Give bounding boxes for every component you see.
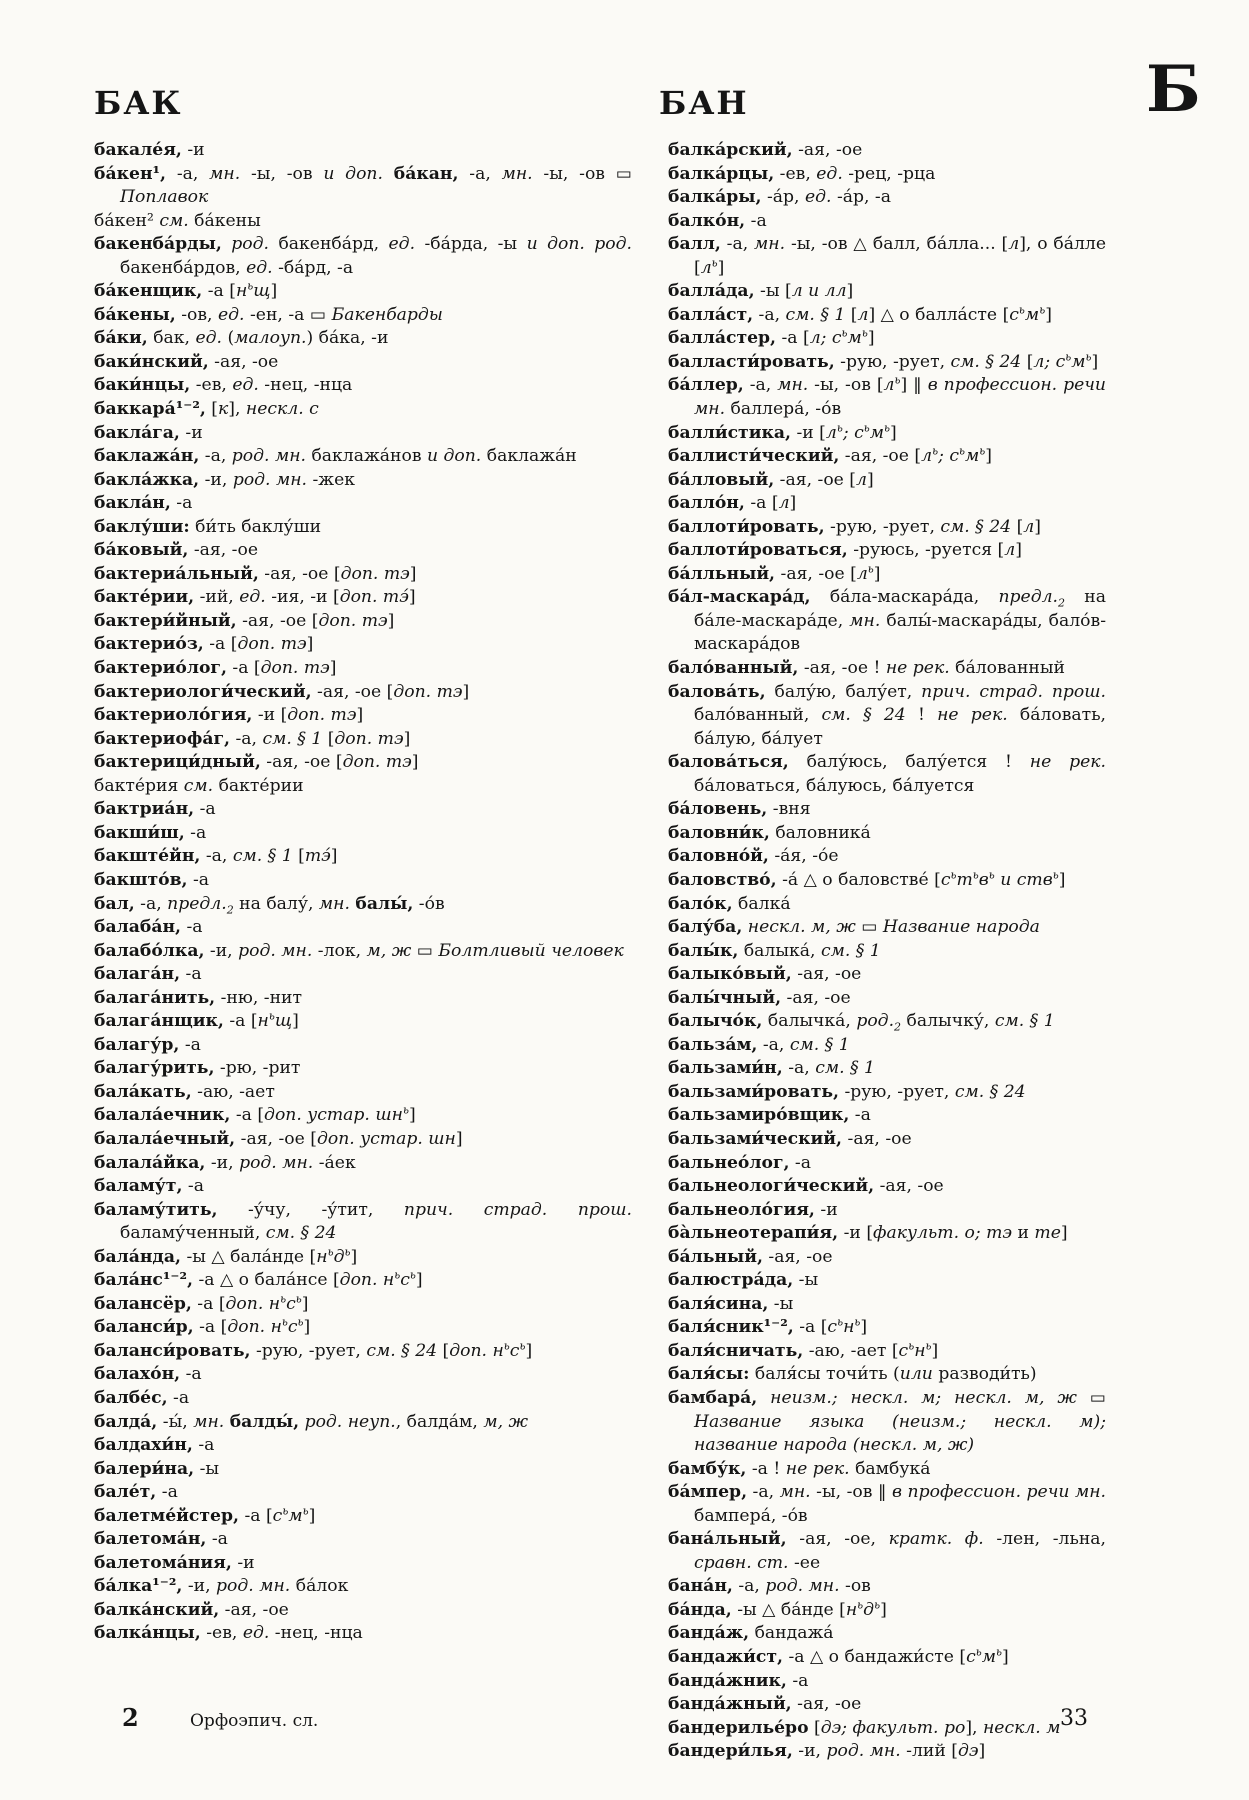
dictionary-entry: балычо́к, балычка́, $род._2$ балычку́, см. § 1 bbox=[668, 1011, 1055, 1034]
dictionary-entry: ба́лльный, -ая, -ое $[л^ь]$ bbox=[668, 562, 881, 584]
dictionary-entry: бактерици́дный, -ая, -ое [доп. тэ] bbox=[94, 752, 419, 773]
dictionary-entry: балагу́р, -а bbox=[94, 1034, 201, 1055]
dictionary-entry: бамбу́к, -а ! не рек. бамбука́ bbox=[668, 1458, 931, 1479]
dictionary-entry: бальза́м, -а, см. § 1 bbox=[668, 1034, 850, 1055]
dictionary-entry: баки́нский, -ая, -ое bbox=[94, 351, 279, 372]
dictionary-entry: бало́ванный, -ая, -ое ! не рек. ба́лованный bbox=[668, 658, 1065, 679]
dictionary-entry: баля́сник¹⁻², -а $[с^ьн^ь]$ bbox=[668, 1315, 868, 1338]
dictionary-entry: балка́рцы, -ев, ед. -рец, -рца bbox=[668, 163, 936, 184]
dictionary-entry: балала́йка, -и, род. мн. -а́ек bbox=[94, 1152, 356, 1173]
dictionary-entry: бальзамиро́вщик, -а bbox=[668, 1105, 871, 1126]
dictionary-entry: бальнео́лог, -а bbox=[668, 1152, 811, 1173]
dictionary-entry: баламу́т, -а bbox=[94, 1176, 204, 1197]
dictionary-entry: бальзами́ровать, -рую, -рует, см. § 24 bbox=[668, 1081, 1026, 1102]
dictionary-entry: баклажа́н, -а, род. мн. баклажа́нов и доп. баклажа́н bbox=[94, 446, 577, 467]
dictionary-entry: бакла́жка, -и, род. мн. -жек bbox=[94, 469, 356, 490]
dictionary-entry: балетома́н, -а bbox=[94, 1529, 228, 1550]
dictionary-entry: балло́н, -а [л] bbox=[668, 493, 797, 514]
dictionary-entry: ба́ки, бак, ед. (малоуп.) ба́ка, -и bbox=[94, 328, 389, 349]
dictionary-entry: ба́нда, -ы △ ба́нде $[н^ьд^ь]$ bbox=[668, 1598, 887, 1620]
dictionary-entry: ба́ллер, -а, мн. -ы, -ов $[л^ь]$ ‖ в профессион. речи мн. баллера́, -о́в bbox=[668, 373, 1106, 420]
dictionary-entry: балка́нцы, -ев, ед. -нец, -нца bbox=[94, 1623, 363, 1644]
dictionary-entry: бактери́йный, -ая, -ое [доп. тэ] bbox=[94, 610, 395, 631]
column-left bbox=[94, 139, 632, 1764]
dictionary-entry: балу́ба, нескл. м, ж ▭ Название народа bbox=[668, 917, 1040, 938]
dictionary-entry: банда́жный, -ая, -ое bbox=[668, 1694, 862, 1715]
dictionary-entry: баллисти́ческий, -ая, -ое [$л^ь$; $с^ьм^ь$] bbox=[668, 444, 992, 467]
dictionary-entry: ба́кен² см. ба́кены bbox=[94, 210, 261, 231]
dictionary-entry: бакале́я, -и bbox=[94, 140, 205, 160]
dictionary-entry: банда́ж, бандажа́ bbox=[668, 1623, 834, 1644]
dictionary-entry: балала́ечник, -а [доп. устар. $шн^ь$] bbox=[94, 1103, 416, 1126]
dictionary-entry: балаба́н, -а bbox=[94, 917, 203, 938]
dictionary-entry: баловство́, -а́ △ о баловстве́ [$с^ьт^ьв^ь$ и ств$^ь$] bbox=[668, 868, 1066, 890]
dictionary-entry: балка́рский, -ая, -ое bbox=[668, 140, 863, 160]
dictionary-entry: балы́к, балыка́, см. § 1 bbox=[668, 940, 881, 961]
dictionary-entry: бакенба́рды, род. бакенба́рд, ед. -ба́рда, -ы и доп. род. бакенба́рдов, ед. -ба́рд, -а bbox=[94, 234, 633, 278]
dictionary-entry: балл, -а, мн. -ы, -ов △ балл, ба́лла... [л], о ба́лле $[л^ь]$ bbox=[668, 234, 1107, 278]
dictionary-entry: бала́нда, -ы △ бала́нде $[н^ьд^ь]$ bbox=[94, 1244, 358, 1267]
dictionary-entry: балетома́ния, -и bbox=[94, 1552, 255, 1573]
dictionary-entry: бактериофа́г, -а, см. § 1 [доп. тэ] bbox=[94, 728, 411, 749]
dictionary-entry: балла́ст, -а, см. § 1 [л] △ о балла́сте $[с^ьм^ь]$ bbox=[668, 303, 1052, 325]
dictionary-entry: бактриа́н, -а bbox=[94, 799, 216, 820]
column-right bbox=[668, 139, 1106, 1764]
dictionary-entry: балова́ться, балу́юсь, балу́ется ! не рек. ба́ловаться, ба́луюсь, ба́луется bbox=[668, 752, 1107, 796]
dictionary-entry: бал, -а, $предл._2$ на балу́, мн. балы́, -о́в bbox=[94, 893, 445, 916]
dictionary-entry: балахо́н, -а bbox=[94, 1364, 202, 1385]
dictionary-entry: балдахи́н, -а bbox=[94, 1435, 215, 1456]
dictionary-entry: бальзами́н, -а, см. § 1 bbox=[668, 1058, 875, 1079]
dictionary-entry: бакла́н, -а bbox=[94, 493, 193, 514]
dictionary-entry: балансёр, -а [доп. $н^ьс^ь$] bbox=[94, 1292, 309, 1314]
dictionary-entry: ба́лка¹⁻², -и, род. мн. ба́лок bbox=[94, 1576, 349, 1597]
dictionary-entry: баки́нцы, -ев, ед. -нец, -нца bbox=[94, 375, 353, 396]
dictionary-entry: баловни́к, баловника́ bbox=[668, 822, 871, 843]
dictionary-entry: бандерилье́ро [дэ; факульт. ро], нескл. м bbox=[668, 1717, 1061, 1738]
dictionary-entry: балка́нский, -ая, -ое bbox=[94, 1599, 289, 1620]
dictionary-entry: банда́жник, -а bbox=[668, 1670, 809, 1691]
dictionary-entry: бальзами́ческий, -ая, -ое bbox=[668, 1128, 912, 1149]
dictionary-entry: бактериа́льный, -ая, -ое [доп. тэ] bbox=[94, 563, 417, 584]
dictionary-entry: ба̀льнеотерапи́я, -и [факульт. о; тэ и те] bbox=[668, 1223, 1068, 1244]
dictionary-entry: балли́стика, -и [$л^ь$; $с^ьм^ь$] bbox=[668, 420, 897, 443]
dictionary-entry: бандажи́ст, -а △ о бандажи́сте $[с^ьм^ь]$ bbox=[668, 1645, 1009, 1667]
dictionary-entry: бактерио́лог, -а [доп. тэ] bbox=[94, 658, 337, 679]
dictionary-entry: бандери́лья, -и, род. мн. -лий [дэ] bbox=[668, 1741, 986, 1762]
dictionary-entry: бакте́рии, -ий, ед. -ия, -и [доп. тэ́] bbox=[94, 587, 416, 608]
dictionary-entry: балы́чный, -ая, -ое bbox=[668, 987, 851, 1008]
dictionary-entry: балка́ры, -а́р, ед. -а́р, -а bbox=[668, 187, 891, 208]
dictionary-entry: бактериологи́ческий, -ая, -ое [доп. тэ] bbox=[94, 681, 470, 702]
dictionary-entry: баллоти́ровать, -рую, -рует, см. § 24 [л] bbox=[668, 516, 1041, 537]
dictionary-entry: баллоти́роваться, -руюсь, -руется [л] bbox=[668, 540, 1022, 561]
dictionary-entry: ба́ковый, -ая, -ое bbox=[94, 540, 259, 561]
dictionary-entry: баклу́ши: би́ть баклу́ши bbox=[94, 516, 322, 537]
dictionary-entry: ба́ловень, -вня bbox=[668, 799, 811, 820]
dictionary-entry: бало́к, балка́ bbox=[668, 893, 791, 914]
section-letter: Б bbox=[1146, 52, 1201, 127]
dictionary-entry: балюстра́да, -ы bbox=[668, 1270, 819, 1291]
dictionary-entry: ба́мпер, -а, мн. -ы, -ов ‖ в профессион. речи мн. бампера́, -о́в bbox=[668, 1482, 1107, 1526]
dictionary-entry: балова́ть, балу́ю, балу́ет, прич. страд. прош. бало́ванный, см. § 24 ! не рек. ба́ловать, ба́лую, ба́лует bbox=[668, 681, 1107, 749]
dictionary-entry: бакте́рия см. бакте́рии bbox=[94, 775, 304, 796]
dictionary-entry: балабо́лка, -и, род. мн. -лок, м, ж ▭ Болтливый человек bbox=[94, 940, 624, 961]
dictionary-entry: балыко́вый, -ая, -ое bbox=[668, 964, 862, 985]
page-number: 33 bbox=[1060, 1706, 1088, 1731]
dictionary-entry: бале́т, -а bbox=[94, 1482, 178, 1503]
dictionary-entry: балда́, -ы́, мн. балды́, род. неуп., балда́м, м, ж bbox=[94, 1411, 529, 1432]
dictionary-entry: балага́н, -а bbox=[94, 964, 202, 985]
dictionary-entry: ба́кенщик, -а $[н^ьщ]$ bbox=[94, 279, 278, 302]
dictionary-entry: ба́льный, -ая, -ое bbox=[668, 1246, 833, 1267]
running-head-left: БАК bbox=[94, 84, 183, 122]
dictionary-entry: ба́лловый, -ая, -ое [л] bbox=[668, 469, 874, 490]
dictionary-entry: балбе́с, -а bbox=[94, 1387, 190, 1408]
dictionary-entry: балла́стер, -а [л; $с^ьм^ь$] bbox=[668, 326, 875, 349]
dictionary-entry: баламу́тить, -у́чу, -у́тит, прич. страд. прош. баламу́ченный, см. § 24 bbox=[94, 1199, 632, 1244]
dictionary-entry: балетме́йстер, -а $[с^ьм^ь]$ bbox=[94, 1503, 316, 1526]
footer-print-number: 2 bbox=[122, 1703, 139, 1732]
dictionary-entry: баловно́й, -а́я, -о́е bbox=[668, 846, 839, 867]
dictionary-entry: ба́л-маскара́д, ба́ла-маскара́да, $предл._2$ на ба́ле-маскара́де, мн. балы́-маскара́ды, бало́в-маскара́дов bbox=[668, 587, 1106, 655]
dictionary-entry: баля́сина, -ы bbox=[668, 1293, 794, 1314]
dictionary-entry: бакшто́в, -а bbox=[94, 869, 210, 890]
dictionary-entry: балко́н, -а bbox=[668, 210, 767, 231]
dictionary-entry: ба́кен¹, -а, мн. -ы, -ов и доп. ба́кан, -а, мн. -ы, -ов ▭ Поплавок bbox=[94, 163, 632, 208]
dictionary-entry: баланси́р, -а [доп. $н^ьс^ь$] bbox=[94, 1315, 311, 1338]
dictionary-entry: балала́ечный, -ая, -ое [доп. устар. шн] bbox=[94, 1128, 463, 1149]
dictionary-entry: бакште́йн, -а, см. § 1 [тэ́] bbox=[94, 846, 338, 867]
running-head-right: БАН bbox=[659, 84, 749, 122]
dictionary-entry: балласти́ровать, -рую, -рует, см. § 24 [л; $с^ьм^ь$] bbox=[668, 350, 1099, 372]
dictionary-entry: балага́нить, -ню, -нит bbox=[94, 987, 303, 1008]
dictionary-entry: бана́льный, -ая, -ое, кратк. ф. -лен, -льна, сравн. ст. -ее bbox=[668, 1529, 1107, 1573]
dictionary-entry: ба́кены, -ов, ед. -ен, -а ▭ Бакенбарды bbox=[94, 304, 443, 325]
dictionary-entry: бактерио́з, -а [доп. тэ] bbox=[94, 634, 314, 655]
dictionary-entry: баланси́ровать, -рую, -рует, см. § 24 [доп. $н^ьс^ь$] bbox=[94, 1339, 533, 1361]
dictionary-entry: бальнеологи́ческий, -ая, -ое bbox=[668, 1176, 944, 1197]
dictionary-entry: бана́н, -а, род. мн. -ов bbox=[668, 1576, 871, 1597]
dictionary-entry: балери́на, -ы bbox=[94, 1458, 220, 1479]
dictionary-entry: балагу́рить, -рю, -рит bbox=[94, 1058, 301, 1079]
dictionary-entry: бала́кать, -аю, -ает bbox=[94, 1081, 275, 1102]
dictionary-entry: баля́сы: баля́сы точи́ть (или разводи́ть) bbox=[668, 1364, 1037, 1385]
dictionary-entry: бальнеоло́гия, -и bbox=[668, 1199, 838, 1220]
dictionary-entry: бала́нс¹⁻², -а △ о бала́нсе [доп. $н^ьс^ь$] bbox=[94, 1268, 423, 1291]
dictionary-entry: бакла́га, -и bbox=[94, 422, 203, 443]
footer-note: Орфоэпич. сл. bbox=[190, 1711, 319, 1731]
dictionary-entry: бамбара́, неизм.; нескл. м; нескл. м, ж ▭ Название языка (неизм.; нескл. м); название народа (нескл. м, ж) bbox=[668, 1387, 1107, 1456]
dictionary-entry: бактериоло́гия, -и [доп. тэ] bbox=[94, 705, 364, 726]
text-columns bbox=[94, 139, 1106, 1764]
dictionary-entry: балага́нщик, -а $[н^ьщ]$ bbox=[94, 1009, 299, 1032]
dictionary-entry: бакши́ш, -а bbox=[94, 822, 207, 843]
dictionary-entry: баккара́¹⁻², [к], нескл. с bbox=[94, 399, 319, 420]
dictionary-entry: баля́сничать, -аю, -ает $[с^ьн^ь]$ bbox=[668, 1339, 939, 1361]
dictionary-entry: балла́да, -ы [л и лл] bbox=[668, 281, 854, 302]
